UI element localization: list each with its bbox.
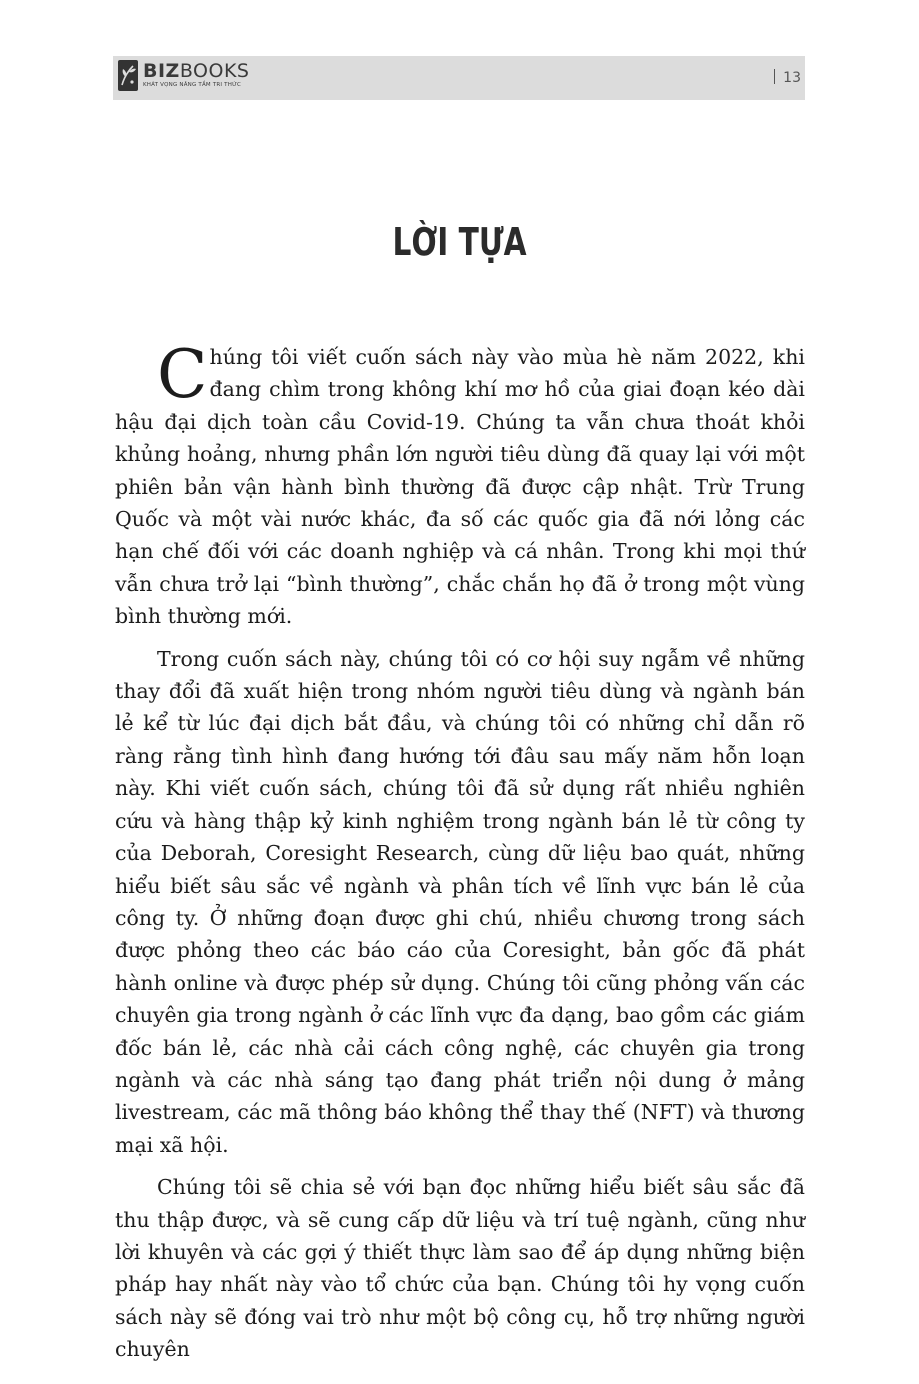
- publisher-name: [143, 60, 249, 82]
- page-number-divider: [774, 69, 775, 84]
- chapter-title: LỜI TỰA: [392, 220, 527, 264]
- publisher-name-rest: BOOKS: [179, 60, 250, 82]
- drop-cap: C: [157, 336, 208, 413]
- page-number: [774, 69, 801, 87]
- paragraph-2: Trong cuốn sách này, chúng tôi có cơ hội suy ngẫm về những thay đổi đã xuất hiện trong nhóm người tiêu dùng và ngành bán lẻ kể từ lúc đại dịch bắt đầu, và chúng tôi có những chỉ dẫn rõ ràng rằng tình hình đang hướng tới đâu sau mấy năm hỗn loạn này. Khi viết cuốn sách, chúng tôi đã sử dụng rất nhiều nghiên cứu và hàng thập kỷ kinh nghiệm trong ngành bán lẻ từ công ty của Deborah, Coresight Research, cùng dữ liệu bao quát, những hiểu biết sâu sắc về ngành và phân tích về lĩnh vực bán lẻ của công ty. Ở những đoạn được ghi chú, nhiều chương trong sách được phỏng theo các báo cáo của Coresight, bản gốc đã phát hành online và được phép sử dụng. Chúng tôi cũng phỏng vấn các chuyên gia trong ngành ở các lĩnh vực đa dạng, bao gồm các giám đốc bán lẻ, các nhà cải cách công nghệ, các chuyên gia trong ngành và các nhà sáng tạo đang phát triển nội dung ở mảng livestream, các mã thông báo không thể thay thế (NFT) và thương mại xã hội.: [115, 646, 805, 1157]
- page-number-value: 13: [783, 70, 801, 86]
- paragraph-1-text: húng tôi viết cuốn sách này vào mùa hè năm 2022, khi đang chìm trong không khí mơ hồ của giai đoạn kéo dài hậu đại dịch toàn cầu Covid-19. Chúng ta vẫn chưa thoát khỏi khủng hoảng, nhưng phần lớn người tiêu dùng đã quay lại với một phiên bản vận hành bình thường đã được cập nhật. Trừ Trung Quốc và một vài nước khác, đa số các quốc gia đã nới lỏng các hạn chế đối với các doanh nghiệp và cá nhân. Trong khi mọi thứ vẫn chưa trở lại “bình thường”, chắc chắn họ đã ở trong một vùng bình thường mới.: [115, 345, 805, 629]
- publisher-logo-text: [143, 60, 249, 89]
- publisher-name-bold: BIZ: [143, 60, 180, 82]
- publisher-tagline: KHÁT VỌNG NÂNG TẦM TRI THỨC: [143, 82, 242, 88]
- paragraph-3: Chúng tôi sẽ chia sẻ với bạn đọc những hiểu biết sâu sắc đã thu thập được, và sẽ cung cấp dữ liệu và trí tuệ ngành, cũng như lời khuyên và các gợi ý thiết thực làm sao để áp dụng những biện pháp hay nhất này vào tổ chức của bạn. Chúng tôi hy vọng cuốn sách này sẽ đóng vai trò như một bộ công cụ, hỗ trợ những người chuyên: [115, 1175, 805, 1362]
- publisher-logo: [118, 60, 249, 91]
- running-header: [113, 56, 805, 100]
- publisher-logo-icon: [118, 60, 138, 91]
- body-text: [115, 336, 805, 1376]
- paragraph-1: [115, 336, 805, 633]
